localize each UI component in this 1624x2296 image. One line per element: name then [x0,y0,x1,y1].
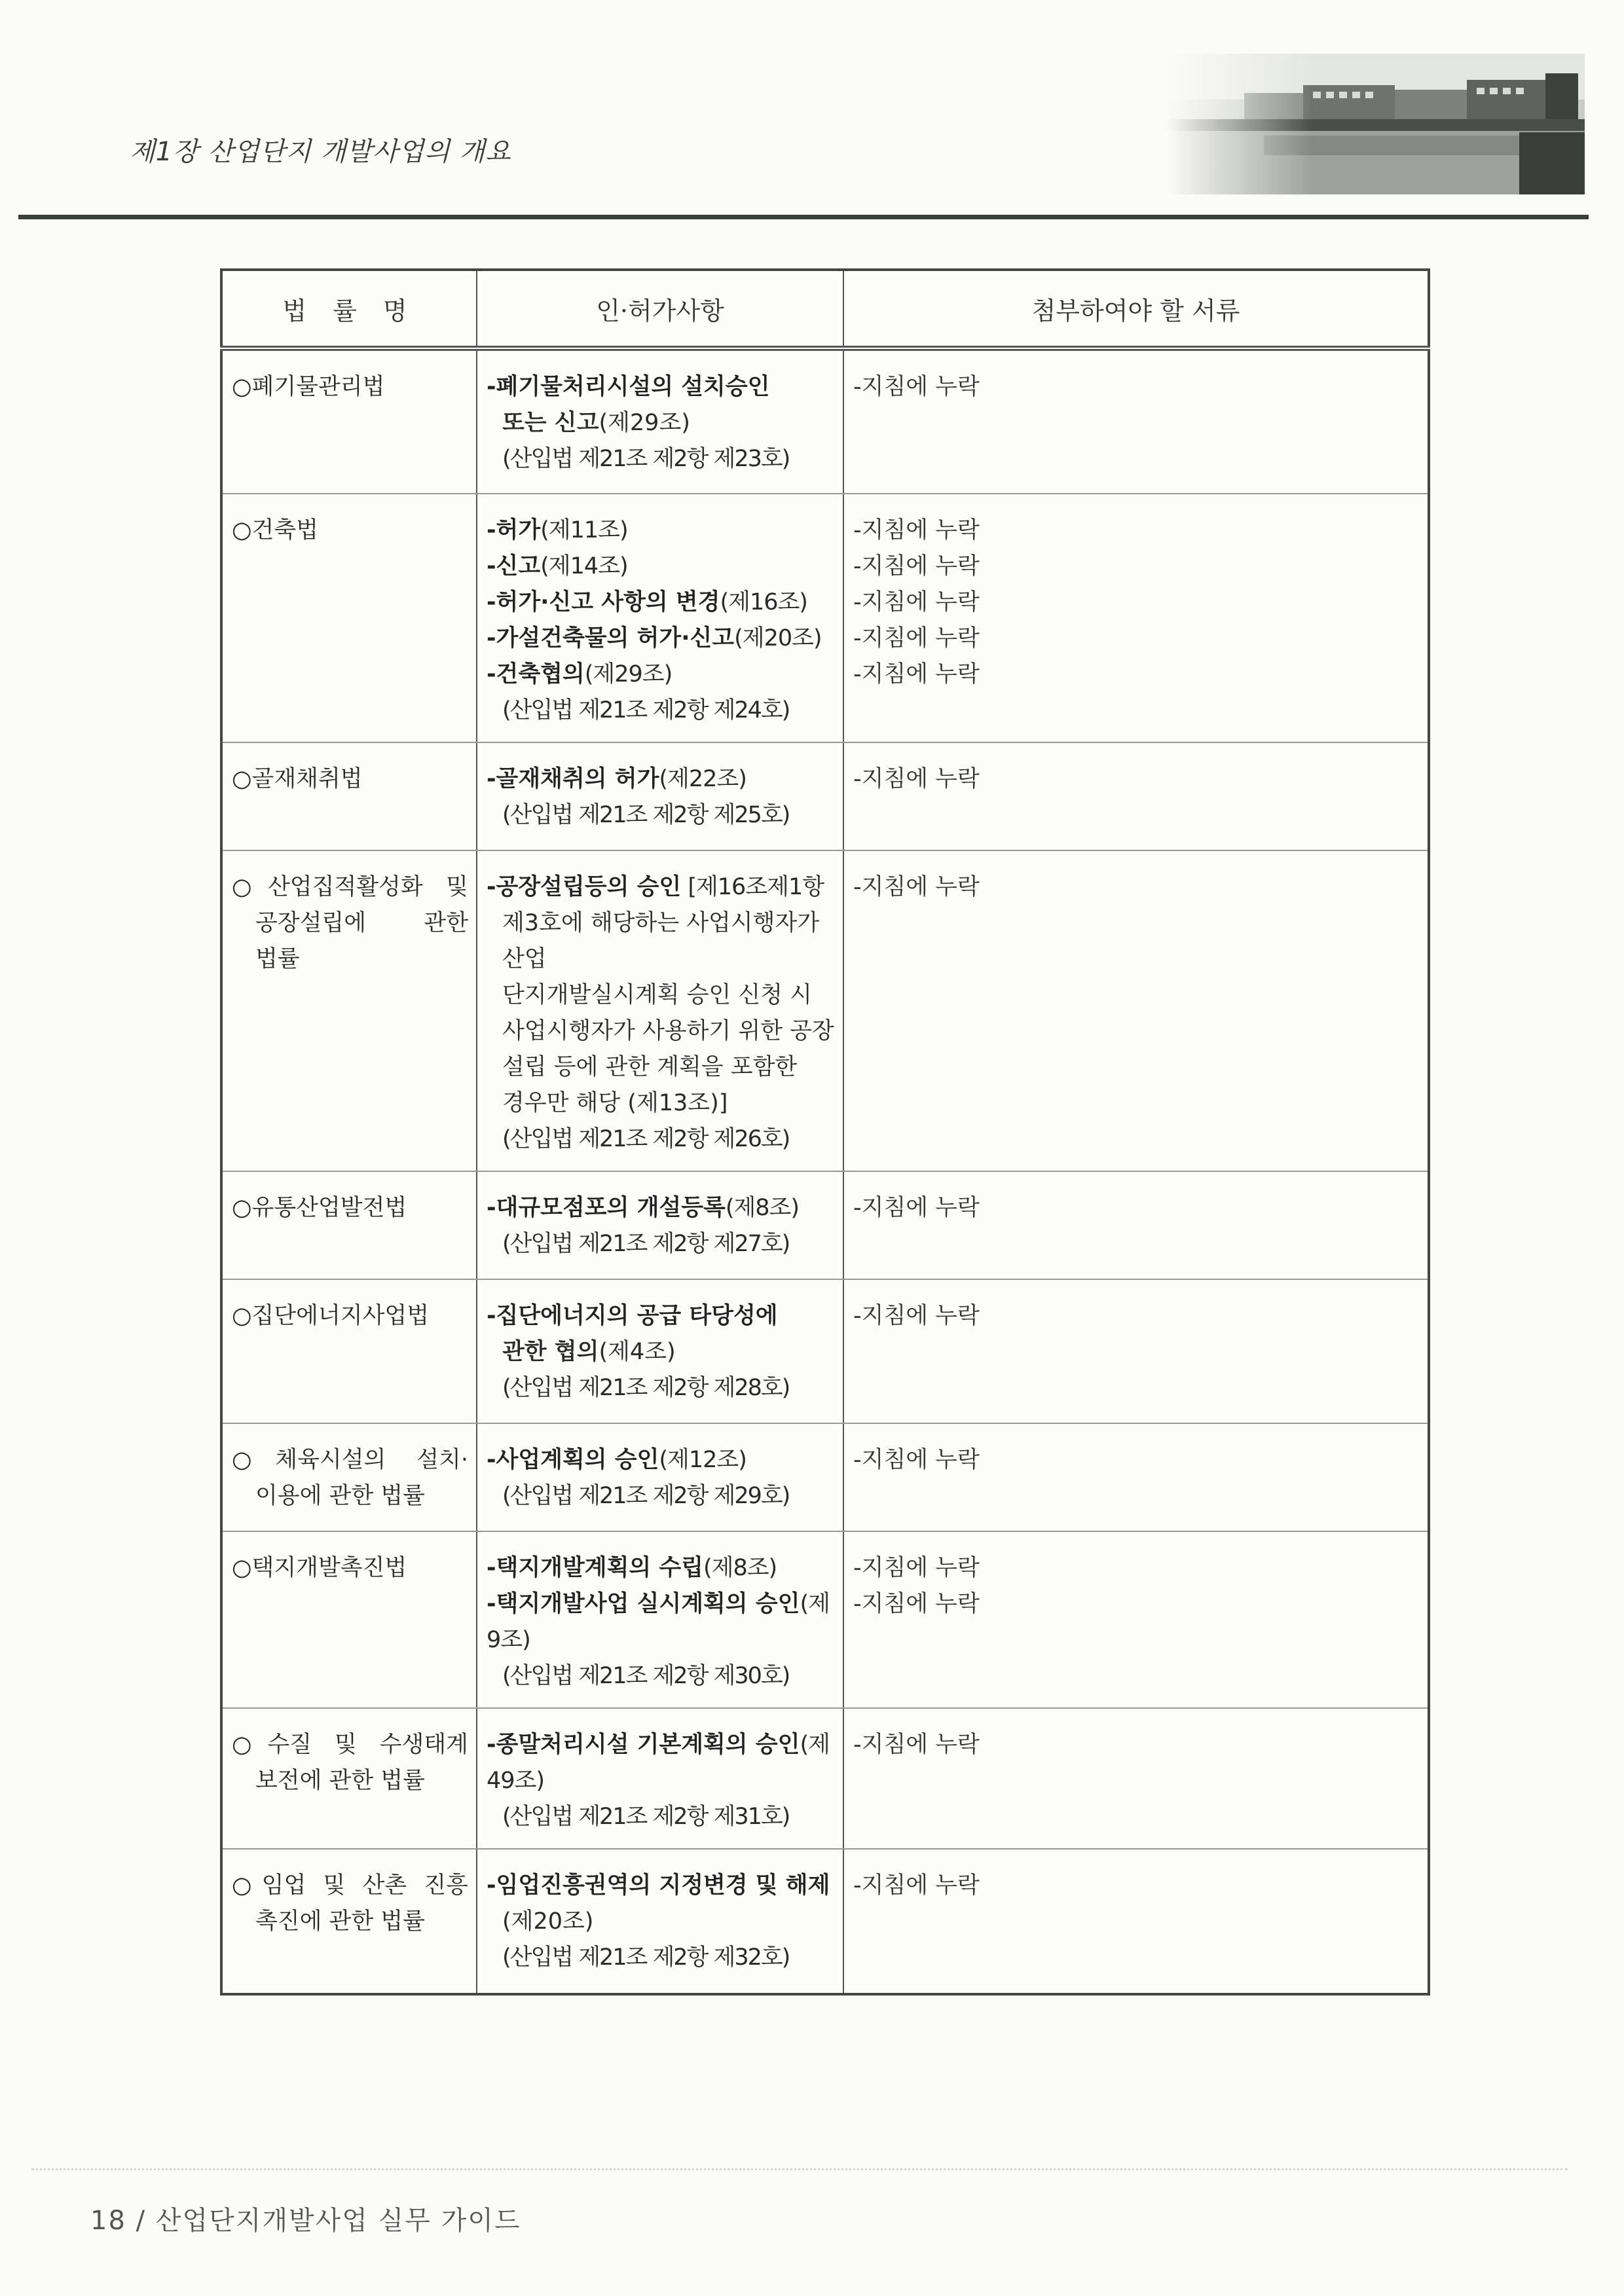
permit-title: -택지개발계획의 수립 [487,1555,704,1581]
required-doc-item: -지침에 누락 [853,661,980,687]
law-name-cell [221,850,477,1171]
permit-cell [477,1423,843,1531]
required-doc-item: -지침에 누락 [853,589,980,615]
permit-legal-basis: (산입법 제21조 제2항 제28호) [502,1375,790,1401]
footer-page-info: 18 / 산업단지개발사업 실무 가이드 [90,2206,521,2236]
permit-title: 또는 신고 [502,410,599,436]
permit-item [487,1298,835,1334]
permit-cell [477,850,843,1171]
header-permits: 인·허가사항 [477,270,843,348]
permit-item [487,1013,835,1049]
law-permit-table [220,268,1430,1995]
table-header-row [221,270,1429,348]
permit-item [487,621,835,657]
permit-item [487,1586,835,1658]
law-name-line: ○집단에너지사업법 [232,1303,430,1329]
header-rule [18,215,1589,219]
law-name-line: 법률 [255,946,300,972]
law-name-line: 공장설립에 관한 [255,910,468,936]
required-doc-item: -지침에 누락 [853,1555,980,1581]
required-docs-cell [843,1279,1429,1423]
permit-cell [477,1708,843,1849]
table-row [221,1171,1429,1279]
permit-title: -가설건축물의 허가·신고 [487,625,735,651]
footer-divider [31,2168,1568,2170]
permit-article-ref: [제16조제1항 [681,874,824,900]
permit-article-ref: (제29조) [584,661,673,687]
permit-article-ref: (제11조) [540,517,628,543]
permit-item [487,405,835,441]
permit-item [487,1334,835,1370]
law-name-line: ○택지개발촉진법 [232,1555,407,1581]
permit-title: -허가·신고 사항의 변경 [487,589,720,615]
law-name-cell [221,1708,477,1849]
permit-item [487,1904,835,1940]
permit-article-ref: (제12조) [659,1447,747,1473]
law-name-line: 이용에 관한 법률 [255,1483,425,1509]
law-name-line: ○체육시설의 설치· [232,1447,468,1473]
law-name-line: 보전에 관한 법률 [255,1768,425,1794]
table-row [221,850,1429,1171]
permit-cell [477,1849,843,1994]
permit-item [487,1727,835,1799]
permit-item [487,1049,835,1085]
law-name-line: ○임업 및 산촌 진흥 [232,1872,468,1899]
permit-legal-basis: (산입법 제21조 제2항 제30호) [502,1663,790,1689]
required-doc-item: -지침에 누락 [853,1591,980,1617]
permit-article-ref: (제14조) [540,553,628,579]
permit-article-ref: 사업시행자가 사용하기 위한 공장 [502,1018,834,1044]
required-doc-item: -지침에 누락 [853,1872,980,1899]
required-docs-cell [843,742,1429,850]
law-name-line: ○산업집적활성화 및 [232,874,468,900]
law-name-line: ○골재채취법 [232,766,363,792]
permit-title: -건축협의 [487,661,585,687]
permit-title: -신고 [487,553,541,579]
required-doc-item: -지침에 누락 [853,1447,980,1473]
permit-item [487,369,835,405]
header-law-name: 법 률 명 [221,270,477,348]
required-doc-item: -지침에 누락 [853,874,980,900]
table-row [221,1279,1429,1423]
permit-article-ref: (제9조) [487,1591,830,1653]
permit-legal-basis: (산입법 제21조 제2항 제25호) [502,802,790,828]
required-doc-item: -지침에 누락 [853,374,980,400]
table-row [221,1423,1429,1531]
law-name-line: ○수질 및 수생태계 [232,1732,468,1758]
permit-title: 관한 협의 [502,1339,599,1365]
permit-article-ref: (제29조) [599,410,690,436]
header-required-documents: 첨부하여야 할 서류 [843,270,1429,348]
required-doc-item: -지침에 누락 [853,625,980,651]
permit-item [487,761,835,797]
permit-cell [477,742,843,850]
permit-title: -골재채취의 허가 [487,766,659,792]
required-docs-cell [843,1423,1429,1531]
required-docs-cell [843,1849,1429,1994]
permit-cell [477,1531,843,1708]
permit-article-ref: 설립 등에 관한 계획을 포함한 [502,1054,798,1080]
permit-cell [477,348,843,494]
table-row [221,494,1429,742]
table-row [221,348,1429,494]
law-name-cell [221,1171,477,1279]
law-name-line: ○건축법 [232,517,318,543]
table-row [221,742,1429,850]
required-docs-cell [843,1171,1429,1279]
permit-item [487,657,835,693]
permit-article-ref: 제3호에 해당하는 사업시행자가 산업 [502,910,820,972]
permit-item [487,549,835,585]
required-docs-cell [843,1531,1429,1708]
permit-item [487,905,835,977]
required-doc-item: -지침에 누락 [853,517,980,543]
permit-title: -집단에너지의 공급 타당성에 [487,1303,778,1329]
permit-item [487,869,835,905]
law-name-cell [221,494,477,742]
law-name-cell [221,348,477,494]
required-docs-cell [843,850,1429,1171]
permit-article-ref: (제20조) [502,1908,594,1935]
permit-item [487,977,835,1013]
permit-article-ref: 단지개발실시계획 승인 신청 시 [502,982,812,1008]
permit-title: -사업계획의 승인 [487,1447,659,1473]
required-docs-cell [843,494,1429,742]
permit-title: -공장설립등의 승인 [487,874,682,900]
permit-title: -임업진흥권역의 지정변경 및 해제 [487,1872,830,1899]
required-docs-cell [843,348,1429,494]
required-doc-item: -지침에 누락 [853,766,980,792]
permit-legal-basis: (산입법 제21조 제2항 제24호) [502,697,790,723]
required-doc-item: -지침에 누락 [853,553,980,579]
table-row [221,1849,1429,1994]
table-row [221,1531,1429,1708]
permit-item [487,1085,835,1121]
required-doc-item: -지침에 누락 [853,1195,980,1221]
permit-legal-basis: (산입법 제21조 제2항 제26호) [502,1126,790,1152]
required-doc-item: -지침에 누락 [853,1303,980,1329]
permit-item [487,1868,835,1904]
permit-title: -택지개발사업 실시계획의 승인 [487,1591,800,1617]
required-doc-item: -지침에 누락 [853,1732,980,1758]
permit-article-ref: (제20조) [734,625,822,651]
permit-legal-basis: (산입법 제21조 제2항 제31호) [502,1804,790,1830]
permit-legal-basis: (산입법 제21조 제2항 제29호) [502,1483,790,1509]
permit-article-ref: 경우만 해당 (제13조)] [502,1090,728,1116]
law-name-line: ○유통산업발전법 [232,1195,407,1221]
permit-legal-basis: (산입법 제21조 제2항 제32호) [502,1944,790,1971]
permit-title: -허가 [487,517,541,543]
permit-cell [477,494,843,742]
permit-legal-basis: (산입법 제21조 제2항 제27호) [502,1231,790,1257]
law-name-cell [221,1423,477,1531]
permit-title: -종말처리시설 기본계획의 승인 [487,1732,800,1758]
law-name-cell [221,1531,477,1708]
permit-item [487,1442,835,1478]
permit-article-ref: (제8조) [725,1195,800,1221]
law-name-line: 촉진에 관한 법률 [255,1908,425,1935]
permit-item [487,1550,835,1586]
permit-title: -대규모점포의 개설등록 [487,1195,726,1221]
law-name-line: ○폐기물관리법 [232,374,385,400]
permit-item [487,585,835,621]
permit-article-ref: (제22조) [659,766,747,792]
permit-article-ref: (제16조) [720,589,807,615]
permit-title: -폐기물처리시설의 설치승인 [487,374,770,400]
permit-item [487,1190,835,1226]
permit-article-ref: (제8조) [703,1555,777,1581]
chapter-title: 제1장 산업단지 개발사업의 개요 [130,137,511,167]
law-name-cell [221,1279,477,1423]
table-row [221,1708,1429,1849]
permit-article-ref: (제4조) [599,1339,676,1365]
permit-cell [477,1279,843,1423]
permit-cell [477,1171,843,1279]
permit-legal-basis: (산입법 제21조 제2항 제23호) [502,446,790,472]
permit-item [487,513,835,549]
required-docs-cell [843,1708,1429,1849]
law-name-cell [221,1849,477,1994]
header-photo [1166,54,1585,194]
law-name-cell [221,742,477,850]
permit-article-ref: (제49조) [487,1732,830,1794]
